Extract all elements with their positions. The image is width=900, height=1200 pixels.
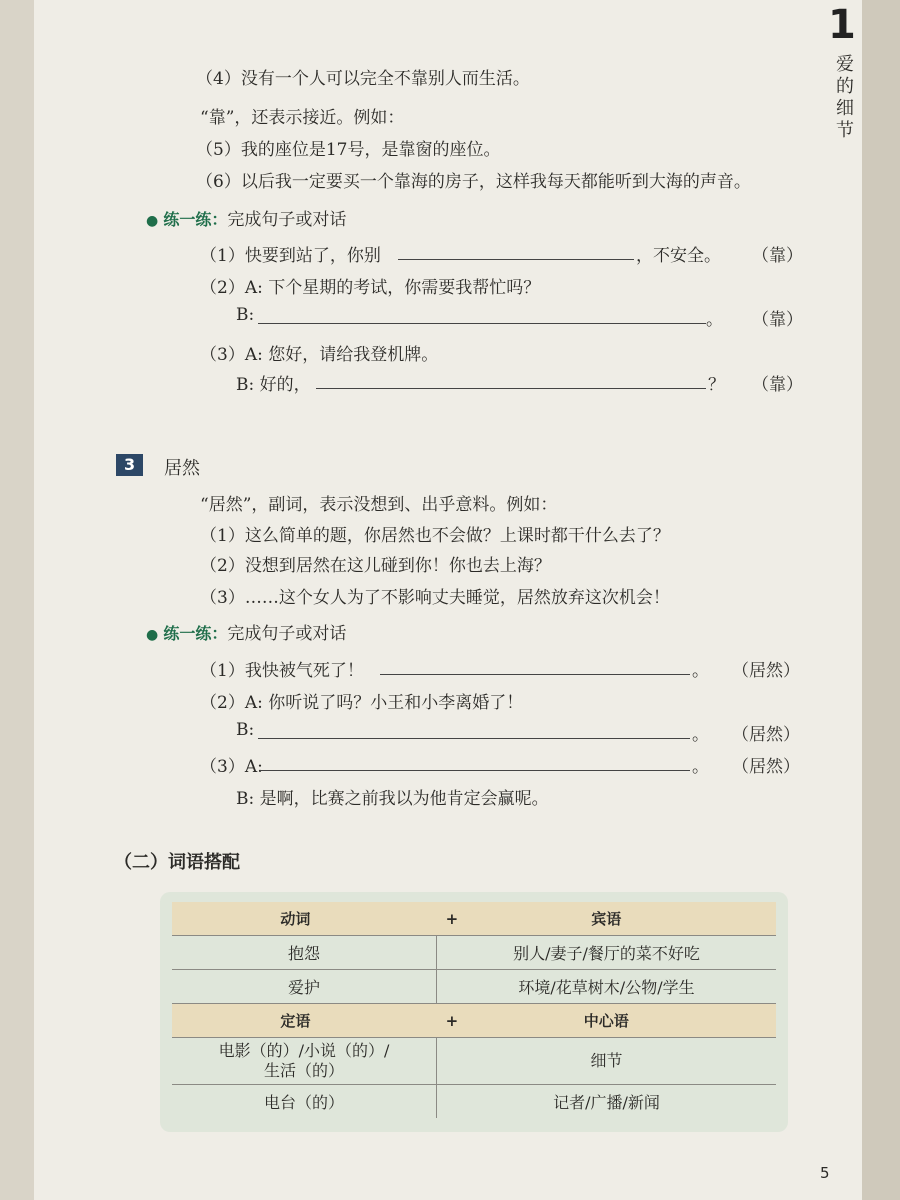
table-cell: 环境/花草树木/公物/学生 [437,970,777,1004]
header-cell: 宾语 [437,902,777,936]
example-sentence: （2）没想到居然在这儿碰到你！你也去上海？ [200,556,551,576]
exercise-hint: （居然） [732,725,800,745]
usage-note: “居然”，副词，表示没想到、出乎意料。例如： [200,495,558,515]
usage-note: “靠”，还表示接近。例如： [200,108,405,128]
exercise-prompt: （2）A: 你听说了吗？小王和小李离婚了！ [200,693,524,713]
answer-blank[interactable] [258,738,690,739]
table-cell: 抱怨 [172,936,437,970]
table-cell: 记者/广播/新闻 [553,1093,660,1112]
header-cell [172,902,459,936]
speaker-b: B: [236,720,255,740]
chapter-title-char: 的 [836,76,854,97]
exercise-end: 。 [706,310,723,330]
table-cell: 细节 [437,1038,777,1085]
chapter-title-char: 爱 [836,54,854,75]
exercise-end: ？ [708,375,725,395]
table-cell: 爱护 [172,970,437,1004]
speaker-b: B: [236,305,255,325]
example-sentence: （3）……这个女人为了不影响丈夫睡觉，居然放弃这次机会！ [200,588,670,608]
example-sentence: （1）这么简单的题，你居然也不会做？上课时都干什么去了？ [200,526,670,546]
speaker-b-line: B: 是啊，比赛之前我以为他肯定会赢呢。 [236,789,549,809]
cell-line: 电影（的）/小说（的）/ [218,1041,390,1060]
practice-label: 练一练： [163,624,228,643]
cell-line: 生活（的） [263,1061,344,1080]
answer-blank[interactable] [316,388,706,389]
chapter-title-char: 节 [836,120,854,141]
page-number: 5 [820,1164,830,1182]
chapter-title [834,54,856,142]
bullet-dot-icon: ● [146,213,159,229]
exercise-prompt: （1）快要到站了，你别 [200,246,381,266]
table-header-row [172,1004,776,1038]
exercise-end: 。 [692,757,709,777]
section-title: 居然 [164,458,200,479]
page-edge [862,0,900,1200]
plus-sign: + [445,1012,459,1030]
answer-blank[interactable] [260,770,690,771]
exercise-hint: （靠） [752,246,803,266]
example-sentence: （4）没有一个人可以完全不靠别人而生活。 [196,69,530,89]
bullet-dot-icon: ● [146,627,159,643]
table-header-row [172,902,776,936]
practice-instruction: 完成句子或对话 [227,210,347,230]
exercise-prompt: （3）A: [200,757,263,777]
exercise-hint: （靠） [752,375,803,395]
exercise-prompt: （1）我快被气死了！ [200,661,364,681]
table-row [172,970,776,1004]
plus-sign: + [445,910,459,928]
exercise-end: 。 [692,725,709,745]
table-row [172,1038,776,1085]
example-sentence: （6）以后我一定要买一个靠海的房子，这样我每天都能听到大海的声音。 [196,172,751,192]
exercise-prompt: （2）A: 下个星期的考试，你需要我帮忙吗？ [200,278,541,298]
answer-blank[interactable] [398,259,634,260]
practice-heading [146,205,346,230]
exercise-hint: （靠） [752,310,803,330]
table-row [172,1085,776,1119]
answer-blank[interactable] [258,323,706,324]
header-left: 定语 [280,1012,311,1030]
collocation-table [172,902,776,1118]
practice-instruction: 完成句子或对话 [227,624,347,644]
example-sentence: （5）我的座位是17号，是靠窗的座位。 [196,140,501,160]
table-row [172,936,776,970]
exercise-suffix: ，不安全。 [636,246,721,266]
chapter-title-char: 细 [836,98,854,119]
section-number-badge: 3 [116,454,143,476]
exercise-hint: （居然） [732,661,800,681]
table-cell [172,1038,437,1085]
header-left: 动词 [280,910,311,928]
answer-blank[interactable] [380,674,690,675]
exercise-end: 。 [692,661,709,681]
exercise-hint: （居然） [732,757,800,777]
practice-label: 练一练： [163,210,228,229]
table-cell: 电台（的） [172,1085,437,1119]
chapter-number: 1 [828,2,856,48]
table-cell: 别人/妻子/餐厅的菜不好吃 [437,936,777,970]
header-cell [172,1004,459,1038]
header-cell: 中心语 [437,1004,777,1038]
exercise-prompt: （3）A: 您好，请给我登机牌。 [200,345,439,365]
speaker-b: B: 好的， [236,375,311,395]
subsection-heading: （二）词语搭配 [114,852,240,873]
practice-heading [146,619,346,644]
